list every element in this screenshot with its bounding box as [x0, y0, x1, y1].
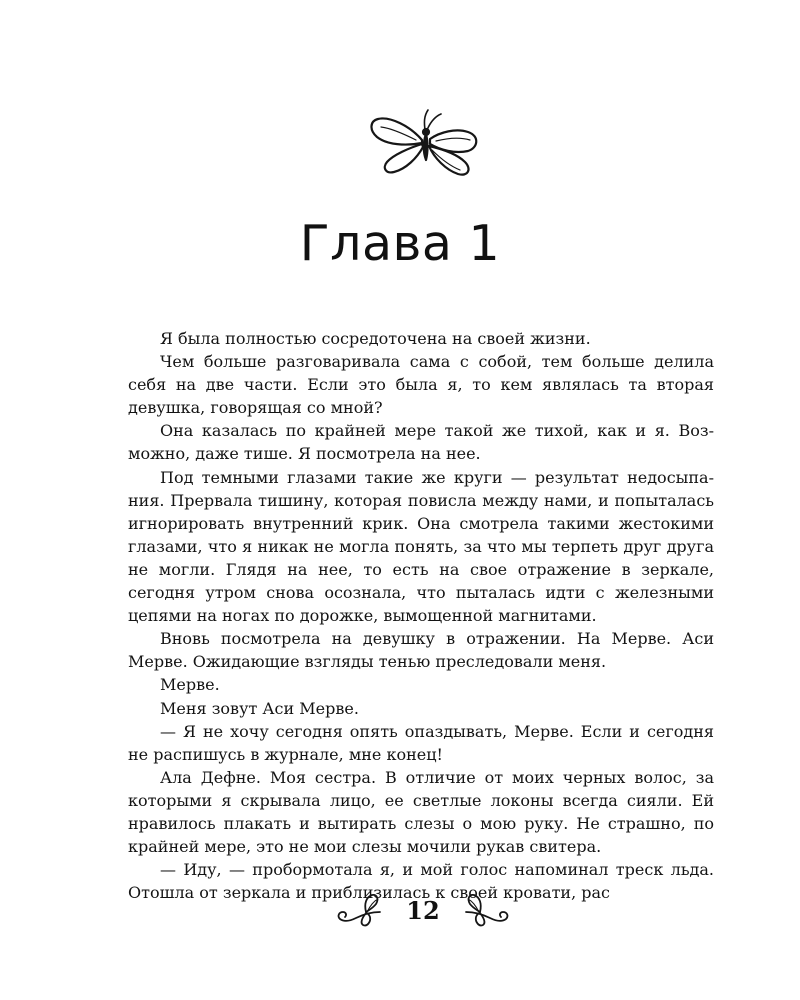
page-number: 12	[406, 896, 440, 925]
paragraph: — Я не хочу сегодня опять опаздывать, Мерве. Если и сегодня не распишусь в журнале, мне конец!	[128, 721, 714, 764]
butterfly-icon	[366, 106, 484, 184]
paragraph: Вновь посмотрела на девушку в отражении. На Мерве. Аси Мерве. Ожидающие взгляды тенью преследовали меня.	[128, 629, 714, 672]
paragraph: Меня зовут Аси Мерве.	[160, 698, 359, 718]
chapter-title: Глава 1	[299, 215, 501, 272]
paragraph: Чем больше разговаривала сама с собой, тем больше делила себя на две части. Если это была я, то кем являлась та вторая девушка, говорящая со мной?	[128, 352, 714, 418]
chapter-body	[128, 327, 714, 904]
flourish-right-icon	[462, 892, 510, 928]
flourish-left-icon	[336, 892, 384, 928]
page-footer	[0, 888, 800, 932]
paragraph: Она казалась по крайней мере такой же тихой, как и я. Возможно, даже тише. Я посмотрела на нее.	[128, 421, 714, 464]
paragraph: — Иду, — пробормотала я, и мой голос напоминал треск льда. Отошла от зеркала и приблизилась к своей кровати, рас	[128, 860, 714, 903]
paragraph: Ала Дефне. Моя сестра. В отличие от моих черных волос, за которыми я скрывала лицо, ее светлые локоны всегда сияли. Ей нравилось плакать и вытирать слезы о мою руку. Не страшно, по крайней мере, это не мои слезы мочили рукав свитера.	[128, 767, 714, 857]
paragraph: Мерве.	[160, 675, 220, 695]
paragraph: Под темными глазами такие же круги — результат недосыпания. Прервала тишину, которая повисла между нами, и попыталась игнорировать внутренний крик. Она смотрела такими жестокими глазами, что я никак не могла понять, за что мы терпеть друг друга не могли. Глядя на нее, то есть на свое отражение в зеркале, сегодня утром снова осознала, что пыталась идти с железными цепями на ногах по дорожке, вымощенной магнитами.	[128, 467, 714, 626]
paragraph: Я была полностью сосредоточена на своей жизни.	[160, 329, 591, 348]
